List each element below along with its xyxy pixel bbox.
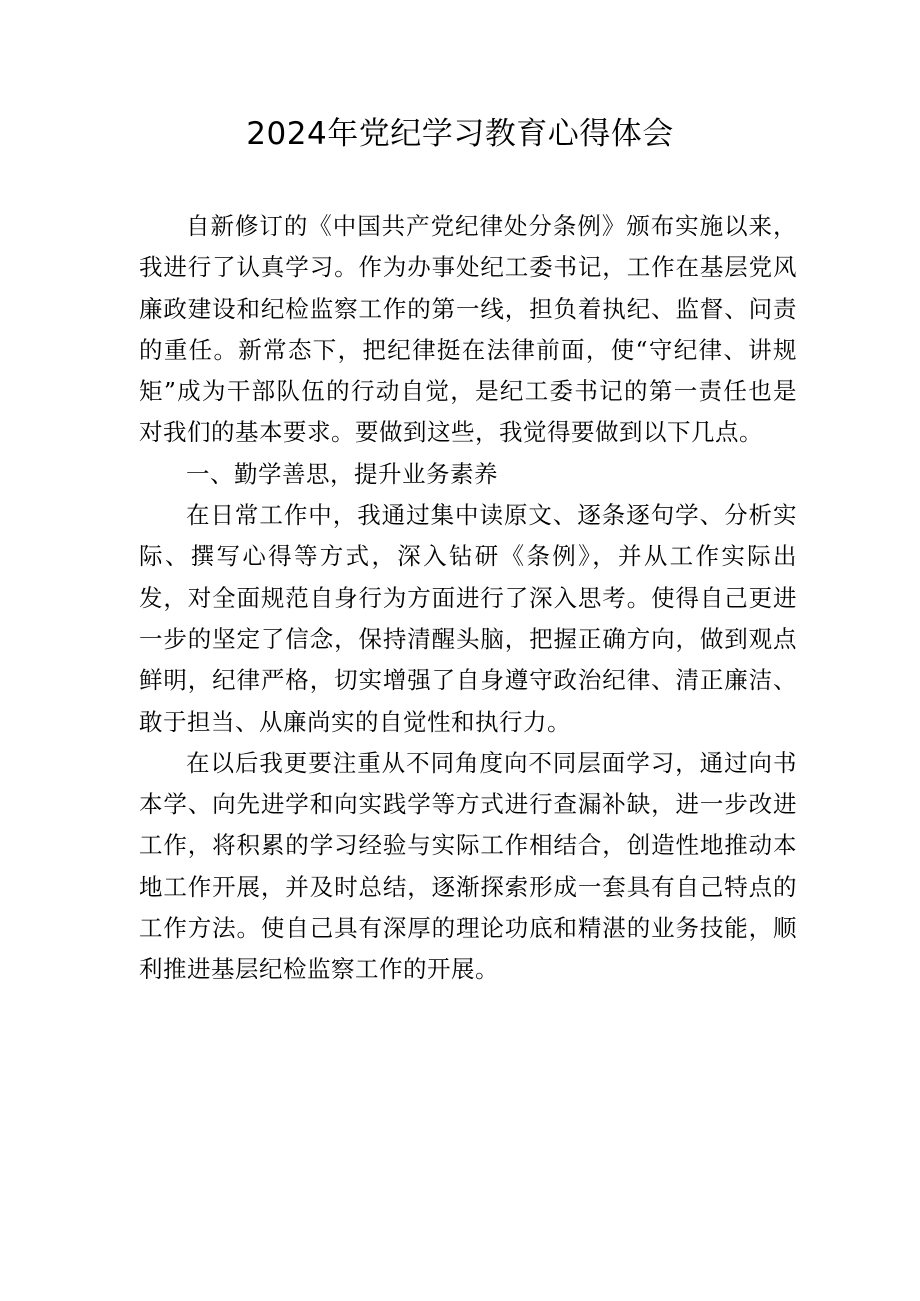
document-body [139,206,797,991]
section-heading-1: 一、勤学善思，提升业务素养 [186,459,498,488]
document-title: 2024年党纪学习教育心得体会 [246,116,674,152]
paragraph-intro: 自新修订的《中国共产党纪律处分条例》颁布实施以来，我进行了认真学习。作为办事处纪工委书记，工作在基层党风廉政建设和纪检监察工作的第一线，担负着执纪、监督、问责的重任。新常态下，把纪律挺在法律前面，使“守纪律、讲规矩”成为干部队伍的行动自觉，是纪工委书记的第一责任也是对我们的基本要求。要做到这些，我觉得要做到以下几点。 [139,212,797,447]
paragraph-future-study: 在以后我更要注重从不同角度向不同层面学习，通过向书本学、向先进学和向实践学等方式进行查漏补缺，进一步改进工作，将积累的学习经验与实际工作相结合，创造性地推动本地工作开展，并及时总结，逐渐探索形成一套具有自己特点的工作方法。使自己具有深厚的理论功底和精湛的业务技能，顺利推进基层纪检监察工作的开展。 [139,748,797,984]
paragraph-daily-work: 在日常工作中，我通过集中读原文、逐条逐句学、分析实际、撰写心得等方式，深入钻研《条例》，并从工作实际出发，对全面规范自身行为方面进行了深入思考。使得自己更进一步的坚定了信念，保持清醒头脑，把握正确方向，做到观点鲜明，纪律严格，切实增强了自身遵守政治纪律、清正廉洁、敢于担当、从廉尚实的自觉性和执行力。 [139,501,797,736]
